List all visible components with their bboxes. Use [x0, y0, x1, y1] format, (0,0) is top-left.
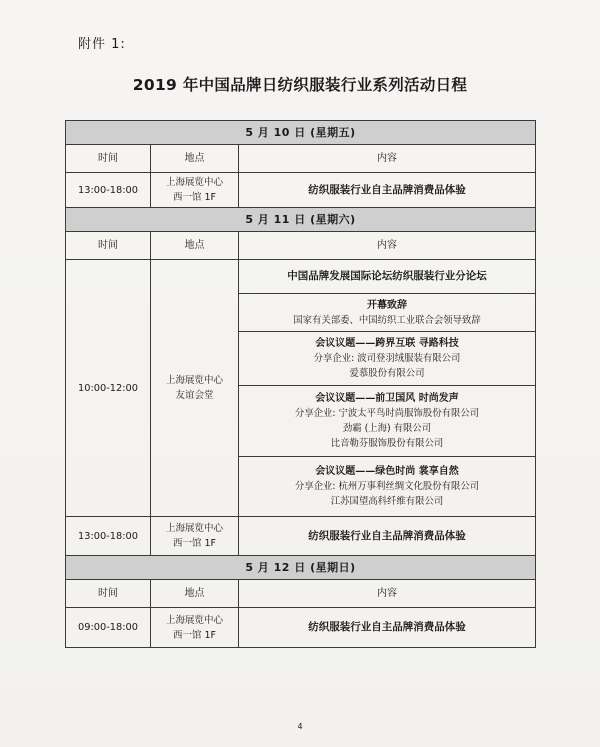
col-place: 地点: [151, 232, 239, 260]
content-cell: 纺织服装行业自主品牌消费品体验: [239, 608, 536, 648]
page-number: 4: [297, 722, 303, 731]
col-time: 时间: [66, 145, 151, 173]
forum-title: 中国品牌发展国际论坛纺织服装行业分论坛: [239, 260, 536, 294]
table-row: [66, 517, 536, 556]
col-content: 内容: [239, 145, 536, 173]
venue-cell: 上海展览中心 西一馆 1F: [151, 517, 239, 556]
session-cell: 会议议题——跨界互联 寻路科技 分享企业: 波司登羽绒服装有限公司 爱慕股份有限公司: [239, 332, 536, 386]
col-content: 内容: [239, 580, 536, 608]
attachment-label: 附件 1:: [78, 37, 126, 52]
column-header-row: [66, 580, 536, 608]
table-row: [66, 260, 536, 294]
day-header: [66, 208, 536, 232]
col-time: 时间: [66, 232, 151, 260]
day-header: [66, 121, 536, 145]
time-cell: 13:00-18:00: [66, 517, 151, 556]
venue-cell: 上海展览中心 友谊会堂: [151, 260, 239, 517]
venue-cell: 上海展览中心 西一馆 1F: [151, 173, 239, 208]
content-cell: 纺织服装行业自主品牌消费品体验: [239, 517, 536, 556]
col-place: 地点: [151, 580, 239, 608]
column-header-row: [66, 145, 536, 173]
time-cell: 13:00-18:00: [66, 173, 151, 208]
col-time: 时间: [66, 580, 151, 608]
day-date: 5 月 10 日 (星期五): [66, 121, 536, 145]
time-cell: 09:00-18:00: [66, 608, 151, 648]
session-cell: 开幕致辞 国家有关部委、中国纺织工业联合会领导致辞: [239, 294, 536, 332]
day-header: [66, 556, 536, 580]
col-place: 地点: [151, 145, 239, 173]
time-cell: 10:00-12:00: [66, 260, 151, 517]
table-row: [66, 173, 536, 208]
venue-cell: 上海展览中心 西一馆 1F: [151, 608, 239, 648]
day-date: 5 月 11 日 (星期六): [66, 208, 536, 232]
column-header-row: [66, 232, 536, 260]
session-cell: 会议议题——前卫国风 时尚发声 分享企业: 宁波太平鸟时尚服饰股份有限公司 劲霸 (上海) 有限公司 比音勒芬服饰股份有限公司: [239, 386, 536, 457]
table-row: [66, 608, 536, 648]
schedule-table: [65, 120, 536, 648]
col-content: 内容: [239, 232, 536, 260]
page-title: 2019 年中国品牌日纺织服装行业系列活动日程: [132, 76, 468, 94]
content-cell: 纺织服装行业自主品牌消费品体验: [239, 173, 536, 208]
session-cell: 会议议题——绿色时尚 裳享自然 分享企业: 杭州万事利丝绸文化股份有限公司 江苏国望高科纤维有限公司: [239, 457, 536, 517]
day-date: 5 月 12 日 (星期日): [66, 556, 536, 580]
